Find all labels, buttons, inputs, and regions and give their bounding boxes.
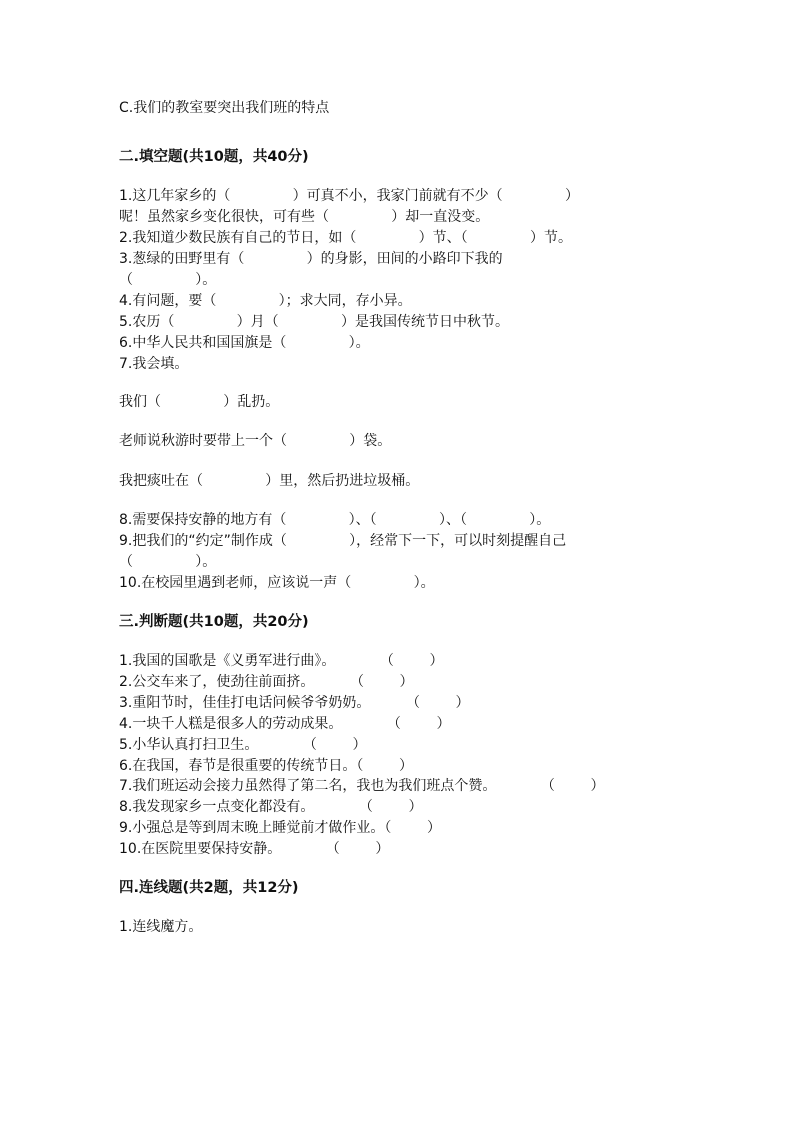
fill-line: 8.需要保持安静的地方有（ ）、（ ）、（ ）。 bbox=[119, 512, 551, 528]
fill-line: 9.把我们的“约定”制作成（ ），经常下一下，可以时刻提醒自己 bbox=[119, 533, 567, 549]
fill-line: 10.在校园里遇到老师，应该说一声（ ）。 bbox=[119, 575, 435, 591]
fill-line: 1.这几年家乡的（ ）可真不小，我家门前就有不少（ ） bbox=[119, 188, 579, 204]
judge-line: 4.一块千人糕是很多人的劳动成果。 （ ） bbox=[119, 716, 451, 732]
section-4-title: 四.连线题(共2题，共12分) bbox=[119, 880, 299, 896]
fill-line: 我们（ ）乱扔。 bbox=[119, 394, 280, 410]
fill-line: （ ）。 bbox=[119, 272, 217, 288]
judge-line: 2.公交车来了，使劲往前面挤。 （ ） bbox=[119, 674, 414, 690]
fill-line: （ ）。 bbox=[119, 554, 217, 570]
fill-line: 呢！虽然家乡变化很快，可有些（ ）却一直没变。 bbox=[119, 209, 490, 225]
fill-line: 2.我知道少数民族有自己的节日，如（ ）节、（ ）节。 bbox=[119, 230, 572, 246]
judge-line: 5.小华认真打扫卫生。 （ ） bbox=[119, 737, 367, 753]
fill-line: 7.我会填。 bbox=[119, 356, 189, 372]
judge-line: 3.重阳节时，佳佳打电话问候爷爷奶奶。 （ ） bbox=[119, 695, 470, 711]
judge-line: 8.我发现家乡一点变化都没有。 （ ） bbox=[119, 799, 423, 815]
fill-line: 我把痰吐在（ ）里，然后扔进垃圾桶。 bbox=[119, 473, 420, 489]
section-2-title: 二.填空题(共10题，共40分) bbox=[119, 149, 309, 165]
fill-line: 3.葱绿的田野里有（ ）的身影，田间的小路印下我的 bbox=[119, 251, 503, 267]
judge-line: 7.我们班运动会接力虽然得了第二名，我也为我们班点个赞。 （ ） bbox=[119, 778, 605, 794]
fill-line: 5.农历（ ）月（ ）是我国传统节日中秋节。 bbox=[119, 314, 509, 330]
fill-line: 6.中华人民共和国国旗是（ ）。 bbox=[119, 335, 370, 351]
option-c: C.我们的教室要突出我们班的特点 bbox=[119, 100, 330, 116]
fill-line: 老师说秋游时要带上一个（ ）袋。 bbox=[119, 433, 392, 449]
judge-line: 9.小强总是等到周末晚上睡觉前才做作业。（ ） bbox=[119, 820, 441, 836]
fill-line: 4.有问题，要（ ）；求大同，存小异。 bbox=[119, 293, 412, 309]
match-line: 1.连线魔方。 bbox=[119, 919, 203, 935]
section-3-title: 三.判断题(共10题，共20分) bbox=[119, 614, 309, 630]
judge-line: 6.在我国，春节是很重要的传统节日。（ ） bbox=[119, 758, 413, 774]
judge-line: 10.在医院里要保持安静。 （ ） bbox=[119, 841, 390, 857]
judge-line: 1.我国的国歌是《义勇军进行曲》。 （ ） bbox=[119, 653, 444, 669]
